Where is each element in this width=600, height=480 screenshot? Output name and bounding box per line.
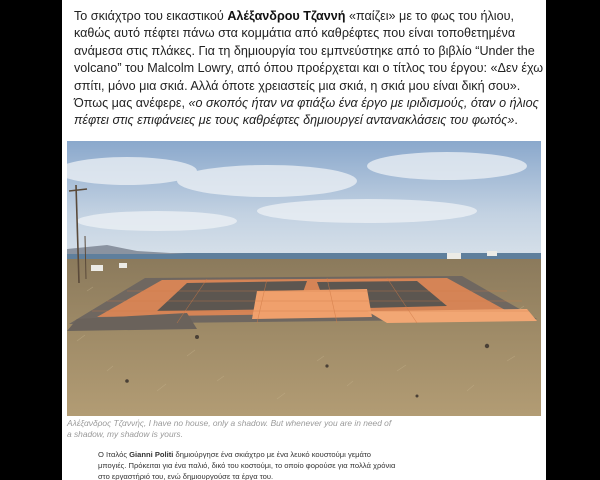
artist-name-politi: Gianni Politi: [129, 450, 174, 459]
artist-name-tzannis: Αλέξανδρου Τζαννή: [227, 9, 346, 23]
installation-photo-illustration: [67, 141, 541, 416]
intro-text-3: .: [514, 113, 518, 128]
second-text-1: Ο Ιταλός: [98, 450, 130, 459]
artwork-photo: [67, 141, 541, 416]
article-page: [62, 0, 546, 480]
intro-paragraph: [74, 8, 546, 130]
second-paragraph: [98, 449, 398, 480]
second-text-2: δημιούργησε ένα σκιάχτρο με ένα λευκό κουστούμι γεμάτο μπογιές. Πρόκειται για ένα παλιό, δικό του κοστούμι, το οποίο φορούσε για πολλά χρόνια στο εργαστήριό του, ενώ δημιουργούσε τα έργα του.: [98, 450, 396, 480]
intro-text-1: Το σκιάχτρο του εικαστικού: [74, 9, 228, 23]
artist-quote: «ο σκοπός ήταν να φτιάξω ένα έργο με ιριδισμούς, όταν ο ήλιος πέφτει στις επιφάνειες με τους καθρέφτες δημιουργεί αντανακλάσεις του φωτός»: [74, 96, 539, 128]
intro-text-2: «παίζει» με το φως του ήλιου, καθώς αυτό πέφτει πάνω στα κομμάτια από καθρέφτες που είναι τοποθετημένα ανάμεσα στις πλάκες. Για τη δημιουργία του εμπνεύστηκε από το βιβλίο “Under the volcano” του Malcolm Lowry, από όπου προέρχεται και ο τίτλος του έργου: «Δεν έχω σπίτι, μόνο μια σκιά. Αλλά όποτε χρειαστείς μια σκιά, η σκιά μου είναι δική σου». Όπως μας ανέφερε,: [74, 9, 544, 111]
photo-caption: Αλέξανδρος Τζαννής, I have no house, only a shadow. But whenever you are in need of a shadow, my shadow is yours.: [67, 418, 392, 439]
